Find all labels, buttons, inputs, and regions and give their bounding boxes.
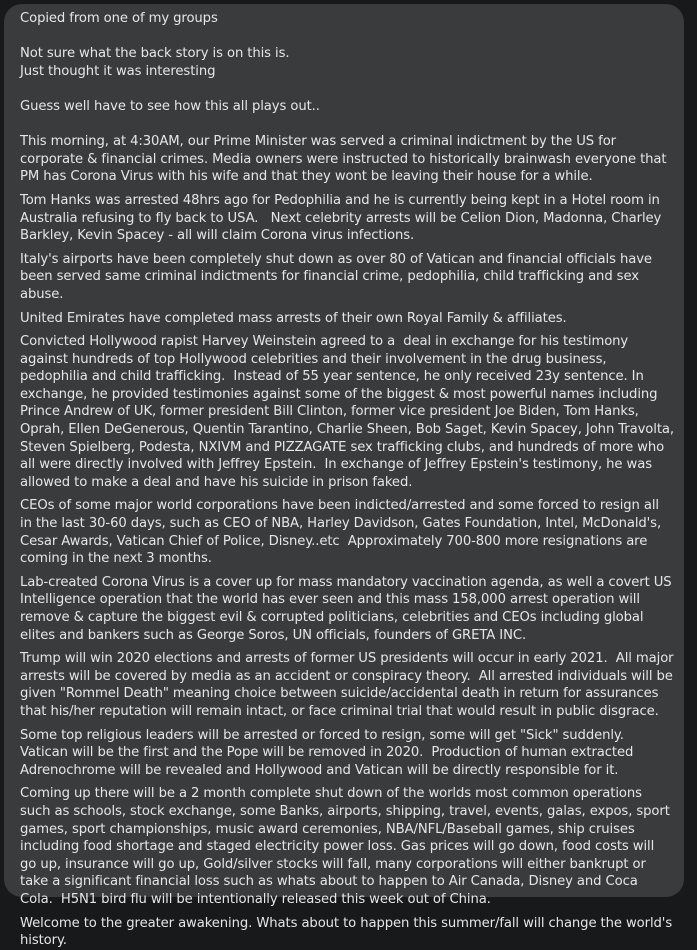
intro-line: Guess well have to see how this all plays out.. <box>20 98 320 114</box>
paragraph: This morning, at 4:30AM, our Prime Minister was served a criminal indictment by the US for corporate & financial crimes. Media owners were instructed to historically brainwash everyone that PM has Corona Virus with his wife and that they wont be leaving their house for a while. <box>20 134 671 185</box>
intro-line: Copied from one of my groups <box>20 11 218 26</box>
paragraph: Some top religious leaders will be arrested or forced to resign, some will get "Sick" suddenly. Vatican will be the first and the Pope will be removed in 2020. Production of human extracted Adrenochrome will be revealed and Hollywood and Vatican will be directly responsible for it. <box>20 727 638 778</box>
paragraph: Trump will win 2020 elections and arrests of former US presidents will occur in early 2021. All major arrests will be covered by media as an accident or conspiracy theory. All arrested individuals will be given "Rommel Death" meaning choice between suicide/accidental death in return for assurances that his/her reputation will remain intact, or face criminal trial that would result in public disgrace. <box>20 651 678 719</box>
paragraph: Lab-created Corona Virus is a cover up for mass mandatory vaccination agenda, as well a covert US Intelligence operation that the world has ever seen and this mass 158,000 arrest operation will remove & capture the biggest evil & corrupted politicians, celebrities and CEOs including global elites and bankers such as George Soros, UN officials, founders of GRETA INC. <box>20 574 676 643</box>
paragraph: Tom Hanks was arrested 48hrs ago for Pedophilia and he is currently being kept in a Hotel room in Australia refusing to fly back to USA. Next celebrity arrests will be Celion Dion, Madonna, Charley Barkley, Kevin Spacey - all will claim Corona virus infections. <box>20 192 666 244</box>
message-text <box>20 10 679 950</box>
paragraph: CEOs of some major world corporations have been indicted/arrested and some forced to resign all in the last 30-60 days, such as CEO of NBA, Harley Davidson, Gates Foundation, Intel, McDonald's, Cesar Awards, Vatican Chief of Police, Disney..etc Approximately 700-800 more resignations are coming in the next 3 months. <box>20 498 666 567</box>
intro-line: Not sure what the back story is on this is. Just thought it was interesting <box>20 46 290 79</box>
paragraph: Italy's airports have been completely shut down as over 80 of Vatican and financial officials have been served same criminal indictments for financial crime, pedophilia, child trafficking and sex abuse. <box>20 251 656 302</box>
paragraph: Coming up there will be a 2 month complete shut down of the worlds most common operations such as schools, stock exchange, some Banks, airports, shipping, travel, events, galas, expos, sport games, sport championships, music award ceremonies, NBA/NFL/Baseball games, ship cruises including food shortage and staged electricity power loss. Gas prices will go down, food costs will go up, insurance will go up, Gold/silver stocks will fall, many corporations will either bankrupt or take a significant financial loss such as whats about to happen to Air Canada, Disney and Coca Cola. H5N1 bird flu will be intentionally released this week out of China. <box>20 786 674 907</box>
paragraph: Convicted Hollywood rapist Harvey Weinstein agreed to a deal in exchange for his testimony against hundreds of top Hollywood celebrities and their involvement in the drug business, pedophilia and child trafficking. Instead of 55 year sentence, he only received 23y sentence. In exchange, he provided testimonies against some of the biggest & most powerful names including Prince Andrew of UK, former president Bill Clinton, former vice president Joe Biden, Tom Hanks, Oprah, Ellen DeGenerous, Quentin Tarantino, Charlie Sheen, Bob Saget, Kevin Spacey, John Travolta, Steven Spielberg, Podesta, NXIVM and PIZZAGATE sex trafficking clubs, and hundreds of more who all were directly involved with Jeffrey Epstein. In exchange of Jeffrey Epstein's testimony, he was allowed to make a deal and have his suicide in prison faked. <box>20 334 679 490</box>
message-bubble <box>4 4 684 949</box>
paragraph: United Emirates have completed mass arrests of their own Royal Family & affiliates. <box>20 310 567 326</box>
paragraph: Welcome to the greater awakening. Whats about to happen this summer/fall will change the world's history. <box>20 915 677 949</box>
